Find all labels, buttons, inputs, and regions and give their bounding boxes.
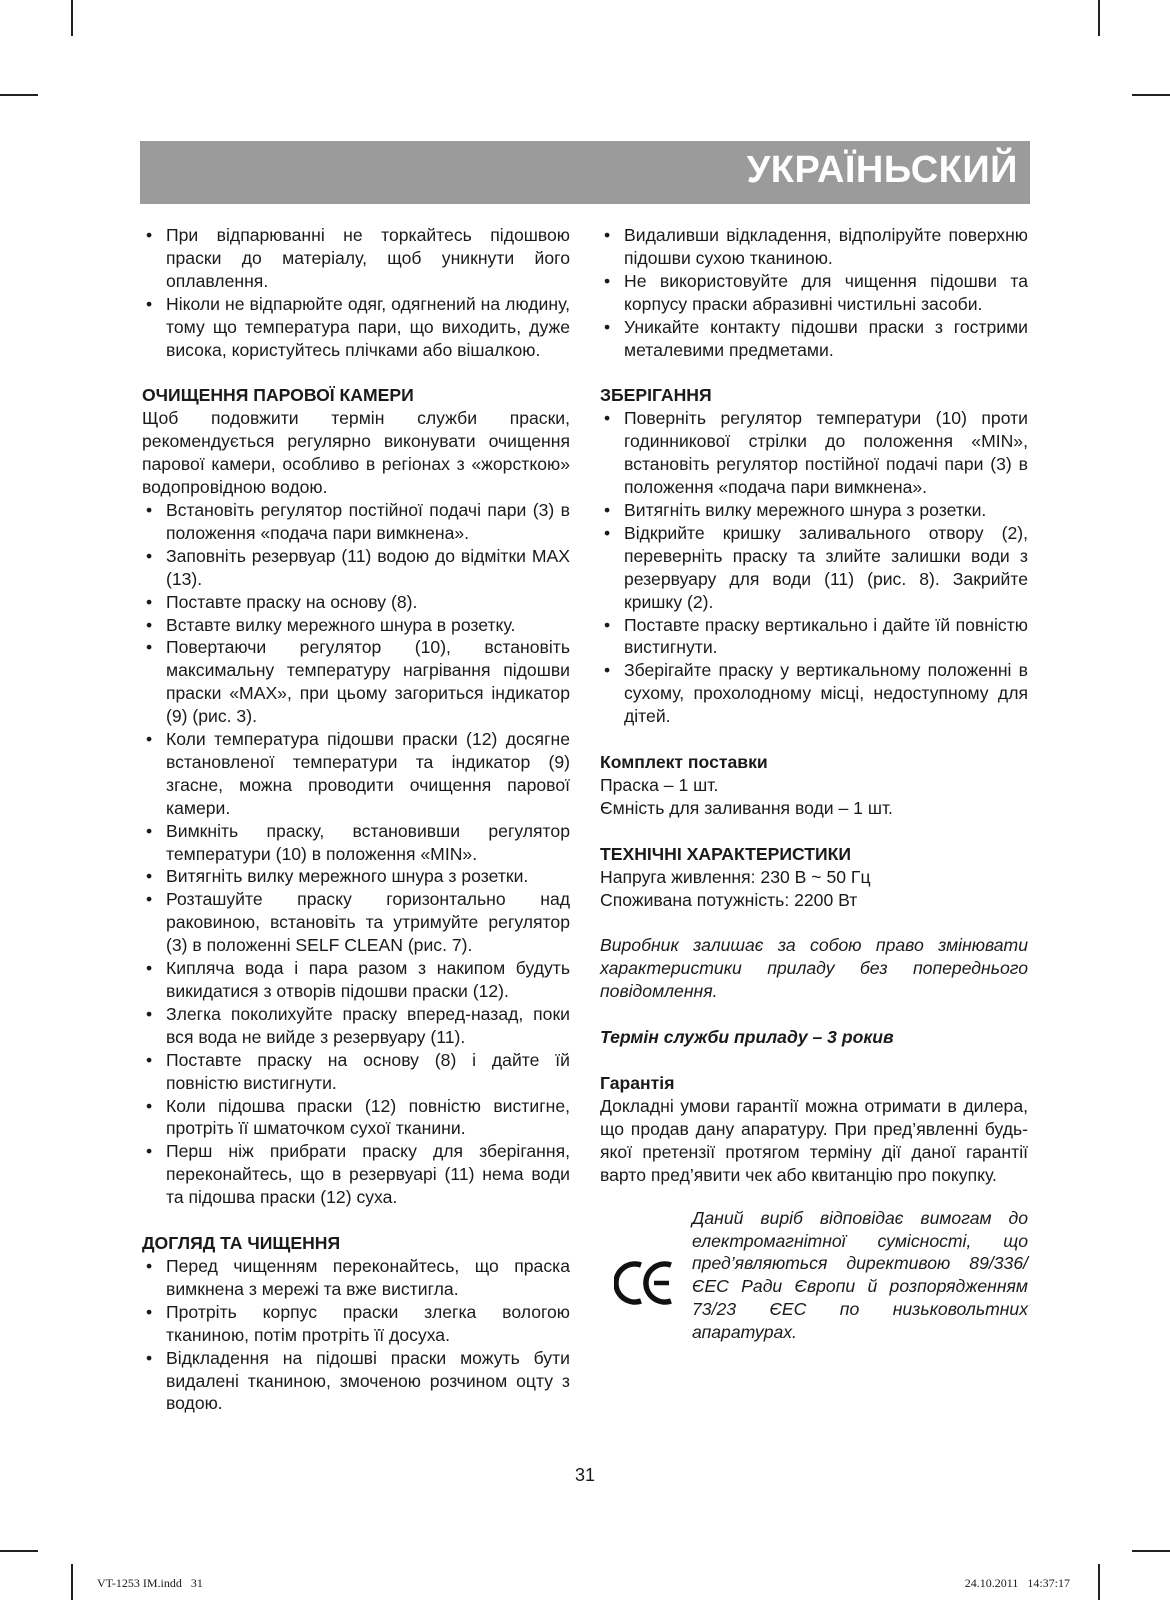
cleaning-chamber-bullet-list	[142, 499, 570, 1209]
warranty-text: Докладні умови гарантії можна отримати в дилера, що продав дану апаратуру. При пред’явленні будь-якої претензії протягом терміну дії даної гарантії варто пред’явити чек або квитанцію про покупку.	[600, 1096, 1028, 1185]
ce-compliance-block	[600, 1207, 1028, 1344]
bullet-item: • Ніколи не відпарюйте одяг, одягнений на людину, тому що температура пари, що виходить, дуже висока, користуйтесь плічками або вішалкою.	[142, 293, 570, 362]
bullet-item: • Уникайте контакту підошви праски з гострими металевими предметами.	[600, 316, 1028, 362]
crop-mark	[1098, 1564, 1100, 1600]
crop-mark	[0, 94, 38, 96]
spec-line: Споживана потужність: 2200 Вт	[600, 889, 858, 910]
care-continued-bullet-list	[600, 224, 1028, 361]
bullet-item: • Розташуйте праску горизонтально над раковиною, встановіть та утримуйте регулятор (3) в положенні SELF CLEAN (рис. 7).	[142, 888, 570, 957]
ce-compliance-text: Даний виріб відповідає вимогам до електромагнітної сумісності, що пред’являються директивою 89/336/ЄЕС Ради Європи й розпорядженням 73/23 ЄЕС по низьковольтних апаратурах.	[692, 1207, 1028, 1343]
bullet-item: • Витягніть вилку мережного шнура з розетки.	[600, 499, 1028, 522]
intro-bullet-list	[142, 224, 570, 361]
bullet-item: • Заповніть резервуар (11) водою до відмітки MAX (13).	[142, 545, 570, 591]
service-life-note: Термін служби приладу – 3 рокив	[600, 1027, 894, 1048]
left-column	[142, 224, 570, 1415]
manufacturer-disclaimer: Виробник залишає за собою право змінювати характеристики приладу без попереднього повідомлення.	[600, 935, 1028, 1002]
crop-mark	[71, 1564, 73, 1600]
bullet-item: • При відпарюванні не торкайтесь підошвою праски до матеріалу, щоб уникнути його оплавлення.	[142, 224, 570, 293]
care-bullet-list	[142, 1255, 570, 1415]
right-column	[600, 224, 1028, 1344]
bullet-item: • Вставте вилку мережного шнура в розетку.	[142, 614, 570, 637]
bullet-item: • Перед чищенням переконайтесь, що праска вимкнена з мережі та вже вистигла.	[142, 1255, 570, 1301]
section-heading-specs: ТЕХНІЧНІ ХАРАКТЕРИСТИКИ	[600, 843, 852, 864]
bullet-item: • Протріть корпус праски злегка вологою тканиною, потім протріть її досуха.	[142, 1301, 570, 1347]
bullet-item: • Відкладення на підошві праски можуть бути видалені тканиною, змоченою розчином оцту з водою.	[142, 1347, 570, 1416]
storage-bullet-list	[600, 407, 1028, 728]
language-header-bar	[140, 141, 1030, 204]
bullet-item: • Поверніть регулятор температури (10) проти годинникової стрілки до положення «MIN», встановіть регулятор постійної подачі пари (3) в положення «подача пари вимкнена».	[600, 407, 1028, 499]
spec-line: Напруга живлення: 230 В ~ 50 Гц	[600, 866, 871, 887]
bullet-item: • Перш ніж прибрати праску для зберігання, переконайтесь, що в резервуарі (11) нема води та підошва праски (12) суха.	[142, 1140, 570, 1209]
crop-mark	[1098, 0, 1100, 36]
ce-mark-icon	[614, 1259, 676, 1307]
bullet-item: • Поставте праску на основу (8).	[142, 591, 570, 614]
crop-mark	[1132, 1550, 1170, 1552]
crop-mark	[71, 0, 73, 36]
crop-mark	[1132, 94, 1170, 96]
page-number: 31	[574, 1465, 596, 1485]
section-heading-package: Комплект поставки	[600, 752, 768, 773]
bullet-item: • Злегка поколихуйте праску вперед-назад, поки вся вода не вийде з резервуару (11).	[142, 1003, 570, 1049]
bullet-item: • Видаливши відкладення, відполіруйте поверхню підошви сухою тканиною.	[600, 224, 1028, 270]
section-heading-storage: ЗБЕРІГАННЯ	[600, 385, 712, 406]
bullet-item: • Коли підошва праски (12) повністю вистигне, протріть її шматочком сухої тканини.	[142, 1095, 570, 1141]
print-timestamp: 24.10.2011 14:37:17	[964, 1576, 1070, 1590]
bullet-item: • Повертаючи регулятор (10), встановіть максимальну температуру нагрівання підошви праски «MAX», при цьому загориться індикатор (9) (рис. 3).	[142, 636, 570, 728]
section-heading-care: ДОГЛЯД ТА ЧИЩЕННЯ	[142, 1233, 341, 1254]
bullet-item: • Встановіть регулятор постійної подачі пари (3) в положення «подача пари вимкнена».	[142, 499, 570, 545]
print-file-info: VT-1253 IM.indd 31	[97, 1576, 203, 1590]
bullet-item: • Зберігайте праску у вертикальному положенні в сухому, прохолодному місці, недоступному для дітей.	[600, 659, 1028, 728]
package-line: Ємність для заливання води – 1 шт.	[600, 797, 893, 818]
bullet-item: • Відкрийте кришку заливального отвору (2), переверніть праску та злийте залишки води з резервуару для води (11) (рис. 8). Закрийте кришку (2).	[600, 522, 1028, 614]
cleaning-chamber-paragraph: Щоб подовжити термін служби праски, рекомендується регулярно виконувати очищення парової камери, особливо в регіонах з «жорсткою» водопровідною водою.	[142, 408, 570, 498]
bullet-item: • Витягніть вилку мережного шнура з розетки.	[142, 865, 570, 888]
language-title: УКРАЇНЬСКИЙ	[746, 149, 1018, 191]
bullet-item: • Коли температура підошви праски (12) досягне встановленої температури та індикатор (9) згасне, можна проводити очищення парової камери.	[142, 728, 570, 820]
bullet-item: • Вимкніть праску, встановивши регулятор температури (10) в положення «MIN».	[142, 820, 570, 866]
crop-mark	[0, 1550, 38, 1552]
package-line: Праска – 1 шт.	[600, 774, 719, 795]
bullet-item: • Не використовуйте для чищення підошви та корпусу праски абразивні чистильні засоби.	[600, 270, 1028, 316]
bullet-item: • Поставте праску вертикально і дайте їй повністю вистигнути.	[600, 614, 1028, 660]
bullet-item: • Кипляча вода і пара разом з накипом будуть викидатися з отворів підошви праски (12).	[142, 957, 570, 1003]
section-heading-cleaning-chamber: ОЧИЩЕННЯ ПАРОВОЇ КАМЕРИ	[142, 385, 414, 406]
bullet-item: • Поставте праску на основу (8) і дайте їй повністю вистигнути.	[142, 1049, 570, 1095]
section-heading-warranty: Гарантія	[600, 1073, 675, 1094]
